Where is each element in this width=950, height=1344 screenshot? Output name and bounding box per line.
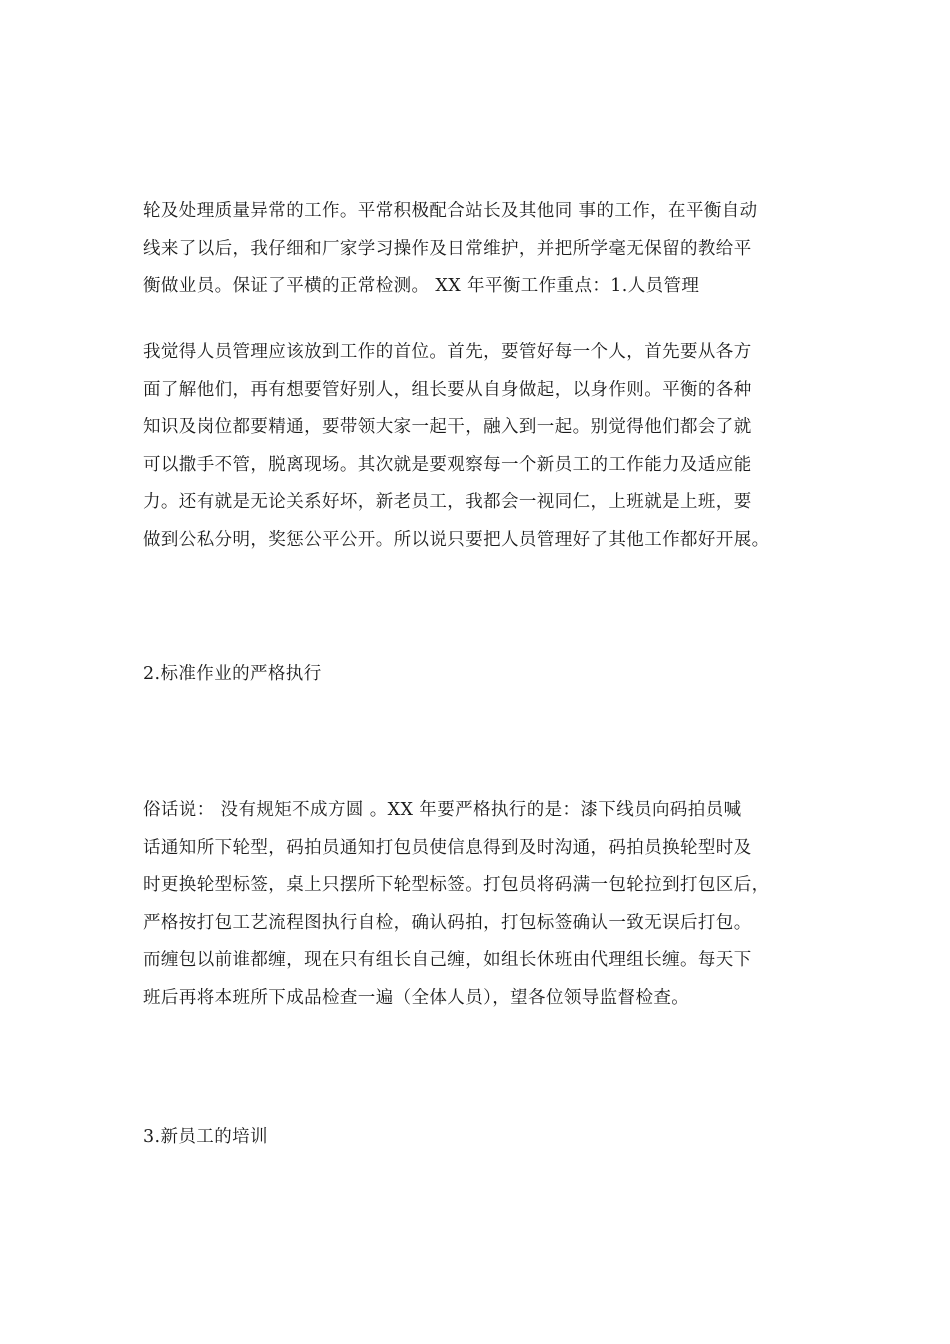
text-line: 力。还有就是无论关系好坏，新老员工，我都会一视同仁，上班就是上班，要 [143,492,752,512]
text-line: 可以撒手不管，脱离现场。其次就是要观察每一个新员工的工作能力及适应能 [143,454,752,475]
text-line: 班后再将本班所下成品检查一遍（全体人员），望各位领导监督检查。 [143,987,690,1008]
paragraph-personnel-management [143,334,808,559]
text-line: 时更换轮型标签，桌上只摆所下轮型标签。打包员将码满一包轮拉到打包区后， [143,875,770,895]
text-line: 我觉得人员管理应该放到工作的首位。首先，要管好每一个人，首先要从各方 [143,342,752,362]
text-line: 而缠包以前谁都缠，现在只有组长自己缠，如组长休班由代理组长缠。每天下 [143,950,752,970]
section-heading-new-employee-training [143,1119,808,1157]
text-line: 俗话说： 没有规矩不成方圆 。XX 年要严格执行的是：漆下线员向码拍员喊 [143,800,742,820]
text-line: 线来了以后，我仔细和厂家学习操作及日常维护，并把所学毫无保留的教给平 [143,238,752,259]
text-line: 轮及处理质量异常的工作。平常积极配合站长及其他同 事的工作，在平衡自动 [143,201,758,221]
heading-text: 2.标准作业的严格执行 [143,664,322,684]
paragraph-quality-work [143,193,808,306]
text-line: 知识及岗位都要精通，要带领大家一起干，融入到一起。别觉得他们都会了就 [143,417,752,437]
paragraph-standard-operation [143,792,808,1017]
text-line: 话通知所下轮型，码拍员通知打包员使信息得到及时沟通，码拍员换轮型时及 [143,837,752,858]
text-line: 衡做业员。保证了平横的正常检测。 XX 年平衡工作重点：1.人员管理 [143,276,700,296]
heading-text: 3.新员工的培训 [143,1127,268,1147]
text-line: 面了解他们，再有想要管好别人，组长要从自身做起，以身作则。平衡的各种 [143,379,752,400]
section-heading-standard-operation [143,656,808,694]
text-line: 做到公私分明，奖惩公平公开。所以说只要把人员管理好了其他工作都好开展。 [143,529,770,550]
text-line: 严格按打包工艺流程图执行自检，确认码拍，打包标签确认一致无误后打包。 [143,912,752,933]
